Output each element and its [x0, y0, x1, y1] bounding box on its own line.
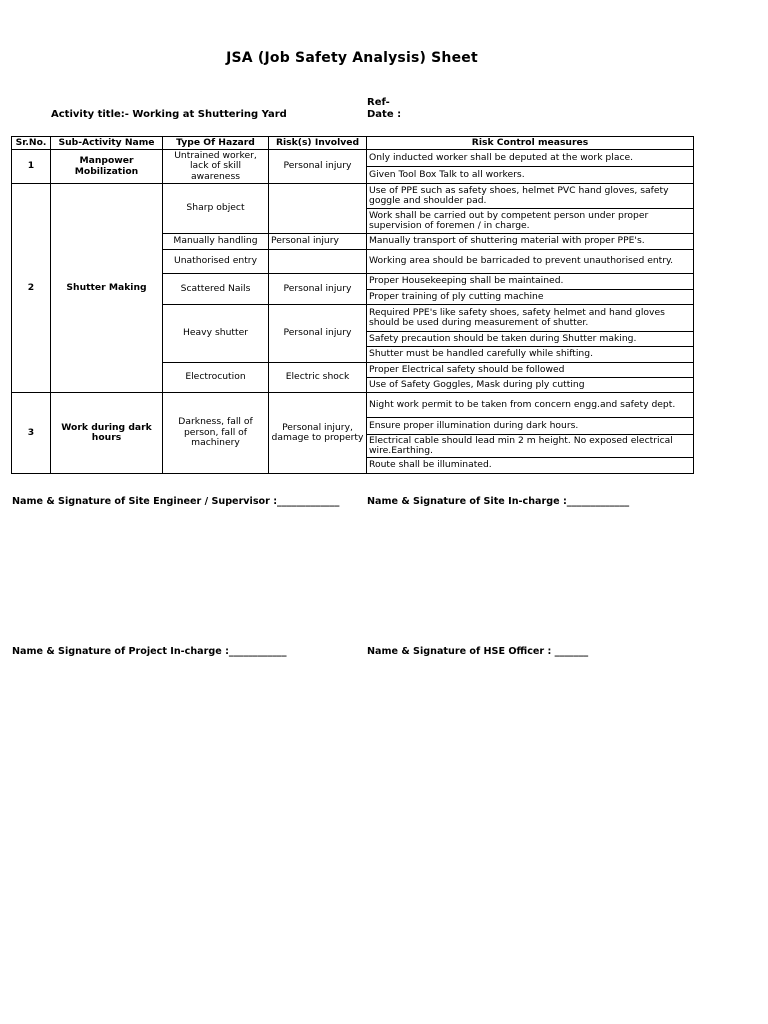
risk-cell: Electric shock — [269, 363, 367, 393]
control-measure-cell: Ensure proper illumination during dark hours. — [367, 418, 694, 435]
sub-activity-cell: Manpower Mobilization — [51, 150, 163, 184]
signature-site-incharge: Name & Signature of Site In-charge :_____________ — [367, 496, 630, 507]
risk-cell: Personal injury — [269, 305, 367, 363]
table-row — [12, 393, 694, 418]
risk-cell — [269, 250, 367, 274]
sr-no-cell: 1 — [12, 150, 51, 184]
sub-activity-cell: Work during dark hours — [51, 393, 163, 474]
control-measure-cell: Route shall be illuminated. — [367, 458, 694, 474]
risk-cell: Personal injury, damage to property — [269, 393, 367, 474]
table-header-row — [12, 137, 694, 150]
control-measure-cell: Required PPE's like safety shoes, safety helmet and hand gloves should be used during measurement of shutter. — [367, 305, 694, 332]
control-measure-cell: Safety precaution should be taken during Shutter making. — [367, 332, 694, 347]
signature-hse-officer: Name & Signature of HSE Officer : _______ — [367, 646, 589, 657]
control-measure-cell: Proper training of ply cutting machine — [367, 290, 694, 305]
control-measure-cell: Working area should be barricaded to prevent unauthorised entry. — [367, 250, 694, 274]
hazard-cell: Darkness, fall of person, fall of machinery — [163, 393, 269, 474]
control-measure-cell: Use of PPE such as safety shoes, helmet PVC hand gloves, safety goggle and shoulder pad. — [367, 184, 694, 209]
sheet-title: JSA (Job Safety Analysis) Sheet — [226, 50, 478, 66]
control-measure-cell: Electrical cable should lead min 2 m height. No exposed electrical wire.Earthing. — [367, 435, 694, 458]
hazard-cell: Electrocution — [163, 363, 269, 393]
hazard-cell: Sharp object — [163, 184, 269, 234]
header-risk: Risk(s) Involved — [269, 137, 367, 150]
header-hazard: Type Of Hazard — [163, 137, 269, 150]
table-row — [12, 184, 694, 209]
control-measure-cell: Use of Safety Goggles, Mask during ply cutting — [367, 378, 694, 393]
signature-site-engineer: Name & Signature of Site Engineer / Supervisor :_____________ — [12, 496, 340, 507]
risk-cell: Personal injury — [269, 274, 367, 305]
jsa-table — [11, 136, 694, 474]
hazard-cell: Untrained worker, lack of skill awareness — [163, 150, 269, 184]
risk-cell: Personal injury — [269, 150, 367, 184]
hazard-cell: Manually handling — [163, 234, 269, 250]
sr-no-cell: 2 — [12, 184, 51, 393]
control-measure-cell: Proper Electrical safety should be followed — [367, 363, 694, 378]
hazard-cell: Unathorised entry — [163, 250, 269, 274]
sub-activity-cell: Shutter Making — [51, 184, 163, 393]
risk-cell — [269, 184, 367, 234]
hazard-cell: Heavy shutter — [163, 305, 269, 363]
control-measure-cell: Proper Housekeeping shall be maintained. — [367, 274, 694, 290]
table-row — [12, 150, 694, 167]
header-sr-no: Sr.No. — [12, 137, 51, 150]
risk-cell: Personal injury — [269, 234, 367, 250]
header-control-measures: Risk Control measures — [367, 137, 694, 150]
date-label: Date : — [367, 109, 402, 120]
sr-no-cell: 3 — [12, 393, 51, 474]
control-measure-cell: Night work permit to be taken from concern engg.and safety dept. — [367, 393, 694, 418]
header-sub-activity: Sub-Activity Name — [51, 137, 163, 150]
ref-label: Ref- — [367, 97, 390, 108]
ref-date-block — [367, 97, 401, 121]
hazard-cell: Scattered Nails — [163, 274, 269, 305]
control-measure-cell: Manually transport of shuttering material with proper PPE's. — [367, 234, 694, 250]
control-measure-cell: Given Tool Box Talk to all workers. — [367, 167, 694, 184]
activity-title: Activity title:- Working at Shuttering Yard — [51, 109, 287, 120]
control-measure-cell: Only inducted worker shall be deputed at the work place. — [367, 150, 694, 167]
control-measure-cell: Shutter must be handled carefully while shifting. — [367, 347, 694, 363]
signature-project-incharge: Name & Signature of Project In-charge :____________ — [12, 646, 287, 657]
control-measure-cell: Work shall be carried out by competent person under proper supervision of foremen / in charge. — [367, 209, 694, 234]
